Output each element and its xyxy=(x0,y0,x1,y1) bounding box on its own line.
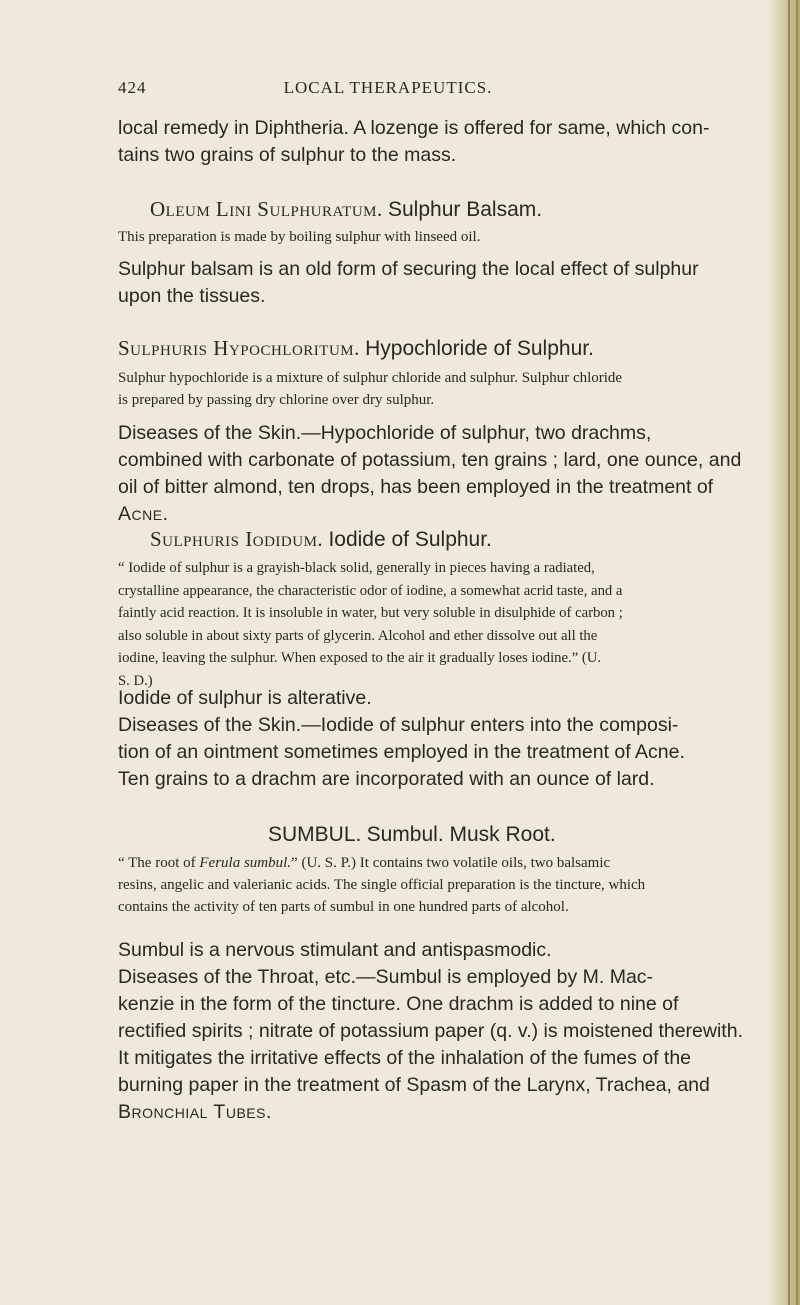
text-line: crystalline appearance, the characteristic odor of iodine, a somewhat acrid taste, and a xyxy=(118,582,623,599)
text-line: contains the activity of ten parts of sumbul in one hundred parts of alcohol. xyxy=(118,899,569,915)
text-line: This preparation is made by boiling sulphur with linseed oil. xyxy=(118,229,481,245)
page-header xyxy=(0,78,770,102)
text-line xyxy=(118,712,770,739)
heading-latin: Sulphuris Hypochloritum. xyxy=(118,336,360,360)
heading-latin: Sulphuris Iodidum. xyxy=(150,527,324,551)
heading-english: Sumbul. Musk Root. xyxy=(366,823,556,846)
text-line: rectified spirits ; nitrate of potassium paper (q. v.) is moistened therewith. xyxy=(118,1020,743,1042)
heading-english: Hypochloride of Sulphur. xyxy=(365,337,594,360)
heading-oleum-lini xyxy=(150,195,800,224)
heading-latin: SUMBUL. xyxy=(268,823,362,846)
iodide-description xyxy=(118,557,770,692)
text-line: tion of an ointment sometimes employed in the treatment of Acne. xyxy=(118,741,685,763)
text-line: resins, angelic and valerianic acids. The single official preparation is the tincture, which xyxy=(118,877,646,893)
text-line xyxy=(118,420,770,447)
text-line: combined with carbonate of potassium, ten grains ; lard, one ounce, and xyxy=(118,449,742,471)
paragraph-iodide-skin xyxy=(118,712,770,793)
heading-latin: Oleum Lini Sulphuratum. xyxy=(150,197,383,221)
heading-iodidum xyxy=(150,525,800,554)
text-line: kenzie in the form of the tincture. One drachm is added to nine of xyxy=(118,993,679,1015)
text-line: upon the tissues. xyxy=(118,285,266,307)
text-line: faintly acid reaction. It is insoluble in water, but very soluble in disulphide of carbon ; xyxy=(118,605,623,621)
paragraph-sulphur-balsam xyxy=(118,256,770,310)
paragraph-hypochloride-skin xyxy=(118,420,770,528)
text-line: Iodide of sulphur is alterative. xyxy=(118,687,372,709)
text-line: burning paper in the treatment of Spasm of the Larynx, Trachea, and xyxy=(118,1074,710,1096)
running-head: LOCAL THERAPEUTICS. xyxy=(283,78,493,97)
disease-lead: Diseases of the Skin. xyxy=(118,714,302,736)
text-line: Acne. xyxy=(118,503,169,525)
heading-english: Iodide of Sulphur. xyxy=(328,528,492,551)
text-segment: ” (U. S. P.) It contains two volatile oils, two balsamic xyxy=(291,855,611,871)
text-line: oil of bitter almond, ten drops, has been employed in the treatment of xyxy=(118,476,714,498)
text-line: Ten grains to a drachm are incorporated with an ounce of lard. xyxy=(118,768,655,790)
text-segment: —Hypochloride of sulphur, two drachms, xyxy=(301,422,652,444)
oleum-description xyxy=(118,226,770,248)
text-line: is prepared by passing dry chlorine over dry sulphur. xyxy=(118,392,435,408)
paragraph-sumbul-throat xyxy=(118,964,770,1126)
text-segment: —Iodide of sulphur enters into the composi- xyxy=(301,714,679,736)
hypochloride-description xyxy=(118,367,770,411)
paragraph-iodide-alterative xyxy=(118,685,770,712)
paragraph-diphtheria xyxy=(118,115,770,169)
species-name: Ferula sumbul. xyxy=(199,855,292,871)
heading-sumbul xyxy=(268,820,800,849)
text-line: tains two grains of sulphur to the mass. xyxy=(118,144,457,166)
text-line xyxy=(118,964,770,991)
text-line: S. D.) xyxy=(118,672,153,689)
text-line: Sulphur hypochloride is a mixture of sulphur chloride and sulphur. Sulphur chloride xyxy=(118,370,623,386)
disease-lead: Diseases of the Skin. xyxy=(118,422,302,444)
sumbul-description xyxy=(118,852,770,918)
text-segment: “ The root of xyxy=(118,855,200,871)
text-line: local remedy in Diphtheria. A lozenge is offered for same, which con- xyxy=(118,117,710,139)
disease-lead: Diseases of the Throat, etc. xyxy=(118,966,357,988)
text-line: Sumbul is a nervous stimulant and antispasmodic. xyxy=(118,939,552,961)
text-line: also soluble in about sixty parts of glycerin. Alcohol and ether dissolve out all the xyxy=(118,627,598,644)
text-segment: —Sumbul is employed by M. Mac- xyxy=(356,966,654,988)
text-line xyxy=(118,852,770,874)
text-line: Bronchial Tubes. xyxy=(118,1101,272,1123)
text-line: It mitigates the irritative effects of the inhalation of the fumes of the xyxy=(118,1047,692,1069)
text-line: iodine, leaving the sulphur. When exposed to the air it gradually loses iodine.” (U. xyxy=(118,650,602,666)
page-number: 424 xyxy=(118,78,147,97)
heading-hypochloritum xyxy=(118,334,770,363)
text-line: “ Iodide of sulphur is a grayish-black solid, generally in pieces having a radiated, xyxy=(118,560,595,576)
paragraph-sumbul-stimulant xyxy=(118,937,770,964)
text-line: Sulphur balsam is an old form of securing the local effect of sulphur xyxy=(118,258,699,280)
heading-english: Sulphur Balsam. xyxy=(388,198,543,221)
